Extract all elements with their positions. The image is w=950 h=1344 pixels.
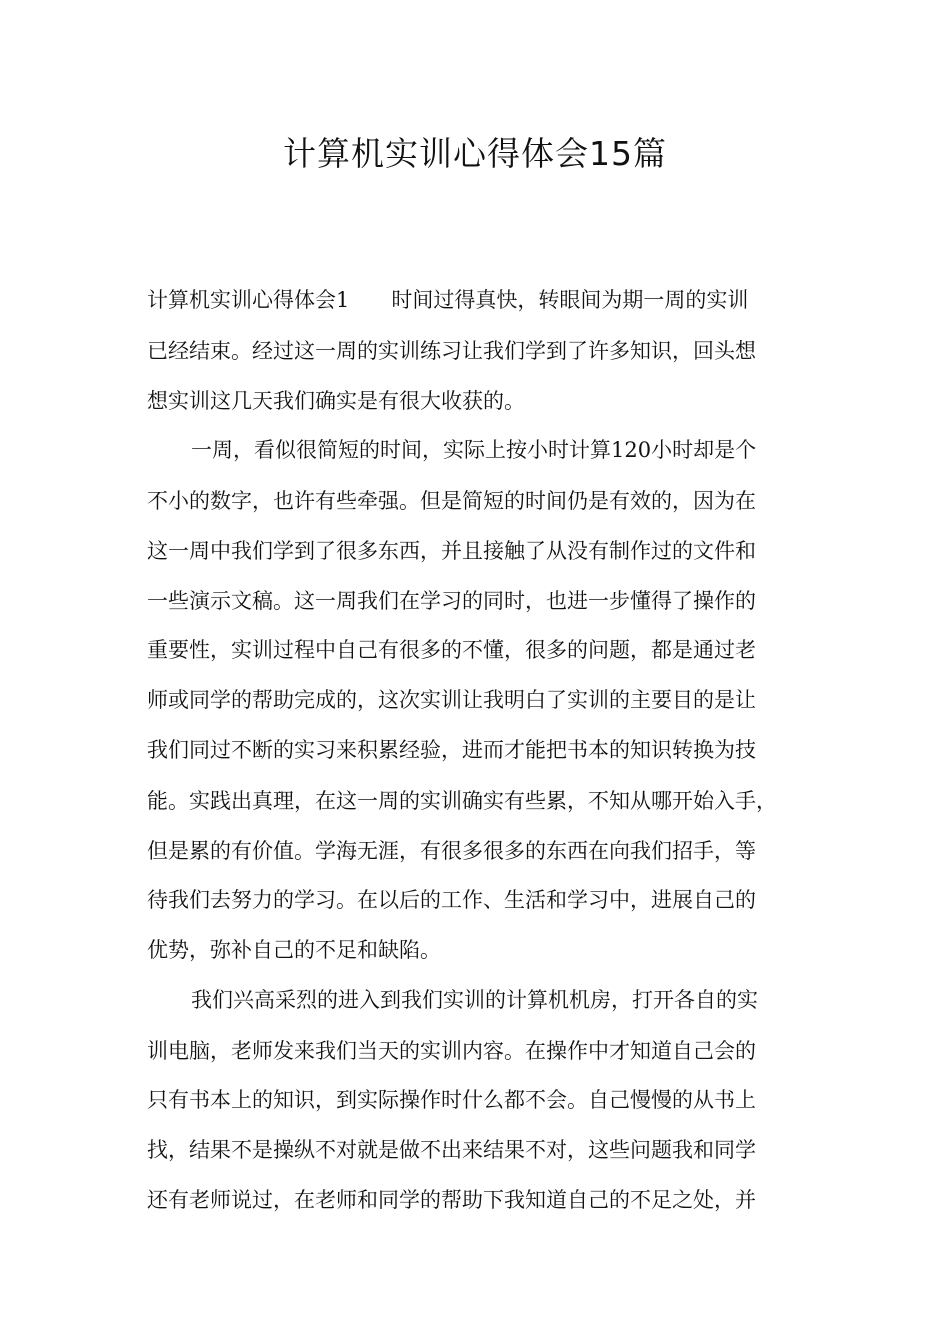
paragraph-line: 训电脑，老师发来我们当天的实训内容。在操作中才知道自己会的 <box>147 1039 756 1063</box>
paragraph-line: 师或同学的帮助完成的，这次实训让我明白了实训的主要目的是让 <box>147 688 756 712</box>
paragraph-line: 优势，弥补自己的不足和缺陷。 <box>147 938 441 962</box>
paragraph-line: 待我们去努力的学习。在以后的工作、生活和学习中，进展自己的 <box>147 888 756 912</box>
paragraph-line: 一周，看似很简短的时间，实际上按小时计算120小时却是个 <box>191 438 757 462</box>
paragraph-line: 重要性，实训过程中自己有很多的不懂，很多的问题，都是通过老 <box>147 638 756 662</box>
paragraph-line: 我们兴高采烈的进入到我们实训的计算机机房，打开各自的实 <box>191 988 758 1012</box>
paragraph-line: 只有书本上的知识，到实际操作时什么都不会。自己慢慢的从书上 <box>147 1088 756 1112</box>
paragraph-line: 能。实践出真理，在这一周的实训确实有些累，不知从哪开始入手， <box>147 789 777 813</box>
paragraph-line: 但是累的有价值。学海无涯，有很多很多的东西在向我们招手，等 <box>147 839 756 863</box>
paragraph-line: 想实训这几天我们确实是有很大收获的。 <box>147 389 525 413</box>
paragraph-line: 计算机实训心得体会1 时间过得真快，转眼间为期一周的实训 <box>147 288 749 312</box>
paragraph-line: 不小的数字，也许有些牵强。但是简短的时间仍是有效的，因为在 <box>147 489 756 513</box>
paragraph-line: 还有老师说过，在老师和同学的帮助下我知道自己的不足之处，并 <box>147 1188 756 1212</box>
paragraph-line: 我们同过不断的实习来积累经验，进而才能把书本的知识转换为技 <box>147 738 756 762</box>
document-title: 计算机实训心得体会15篇 <box>283 134 667 173</box>
paragraph-line: 已经结束。经过这一周的实训练习让我们学到了许多知识，回头想 <box>147 339 756 363</box>
paragraph-line: 这一周中我们学到了很多东西，并且接触了从没有制作过的文件和 <box>147 539 756 563</box>
paragraph-line: 找，结果不是操纵不对就是做不出来结果不对，这些问题我和同学 <box>147 1138 756 1162</box>
paragraph-line: 一些演示文稿。这一周我们在学习的同时，也进一步懂得了操作的 <box>147 589 756 613</box>
